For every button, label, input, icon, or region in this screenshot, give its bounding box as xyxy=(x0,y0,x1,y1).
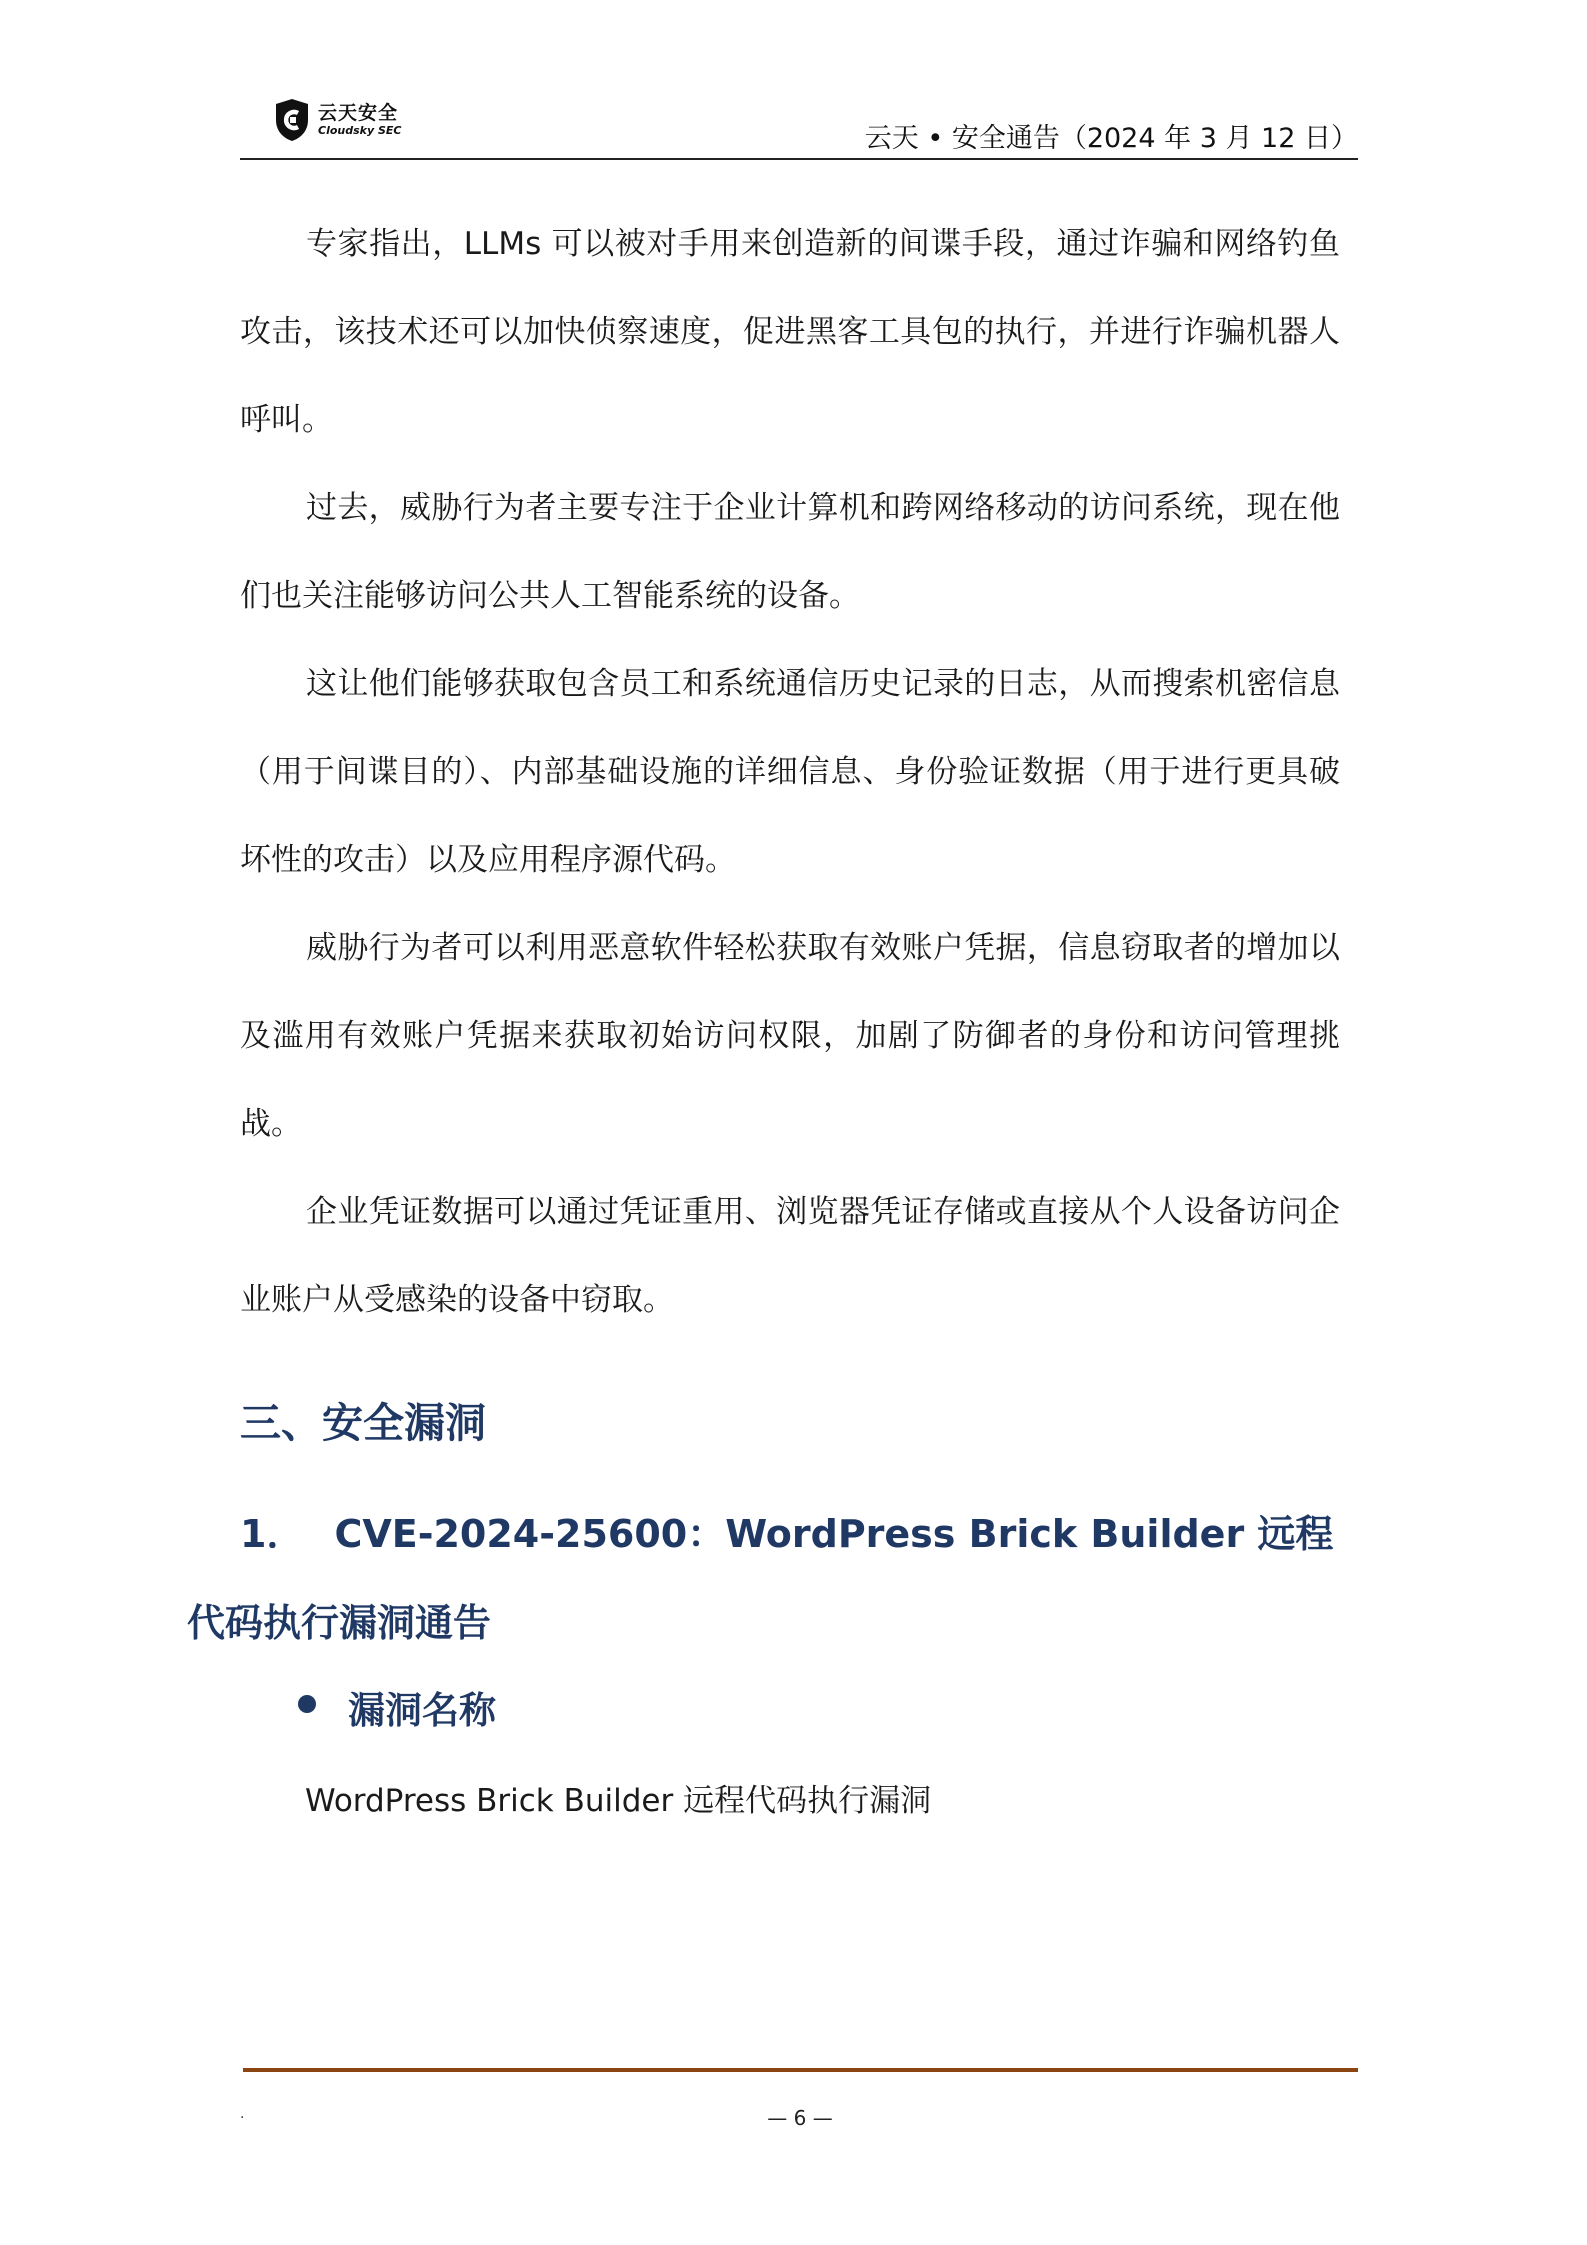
header-title: 云天 • 安全通告（2024 年 3 月 12 日） xyxy=(864,123,1358,154)
paragraph: 过去，威胁行为者主要专注于企业计算机和跨网络移动的访问系统，现在他们也关注能够访问公共人工智能系统的设备。 xyxy=(240,490,1340,614)
paragraph: 企业凭证数据可以通过凭证重用、浏览器凭证存储或直接从个人设备访问企业账户从受感染的设备中窃取。 xyxy=(240,1194,1340,1318)
subsection-title: CVE-2024-25600：WordPress Brick Builder 远程代码执行漏洞通告 xyxy=(187,1512,1334,1645)
page-header xyxy=(240,92,1358,162)
logo-chinese-text: 云天安全 xyxy=(318,102,399,124)
bullet-item xyxy=(298,1680,496,1730)
footer-divider xyxy=(243,2068,1358,2072)
subsection-number: 1． xyxy=(240,1512,305,1556)
vulnerability-name: WordPress Brick Builder 远程代码执行漏洞 xyxy=(305,1783,932,1819)
section-heading: 三、安全漏洞 xyxy=(240,1399,486,1447)
logo-english-text: Cloudsky SEC xyxy=(318,124,402,137)
bullet-label: 漏洞名称 xyxy=(348,1689,496,1732)
bullet-icon xyxy=(298,1695,316,1713)
shield-logo-icon xyxy=(274,98,310,142)
company-logo xyxy=(274,98,424,144)
paragraph: 专家指出，LLMs 可以被对手用来创造新的间谍手段，通过诈骗和网络钓鱼攻击，该技术还可以加快侦察速度，促进黑客工具包的执行，并进行诈骗机器人呼叫。 xyxy=(240,226,1340,438)
paragraph: 这让他们能够获取包含员工和系统通信历史记录的日志，从而搜索机密信息（用于间谍目的）、内部基础设施的详细信息、身份验证数据（用于进行更具破坏性的攻击）以及应用程序源代码。 xyxy=(240,666,1340,878)
page-number: — 6 — xyxy=(767,2106,833,2130)
header-divider xyxy=(240,158,1358,160)
body-content xyxy=(240,200,1340,1344)
paragraph: 威胁行为者可以利用恶意软件轻松获取有效账户凭据，信息窃取者的增加以及滥用有效账户凭据来获取初始访问权限，加剧了防御者的身份和访问管理挑战。 xyxy=(240,930,1340,1142)
subsection-heading xyxy=(187,1490,1340,1668)
footer-mark: . xyxy=(240,2106,245,2122)
